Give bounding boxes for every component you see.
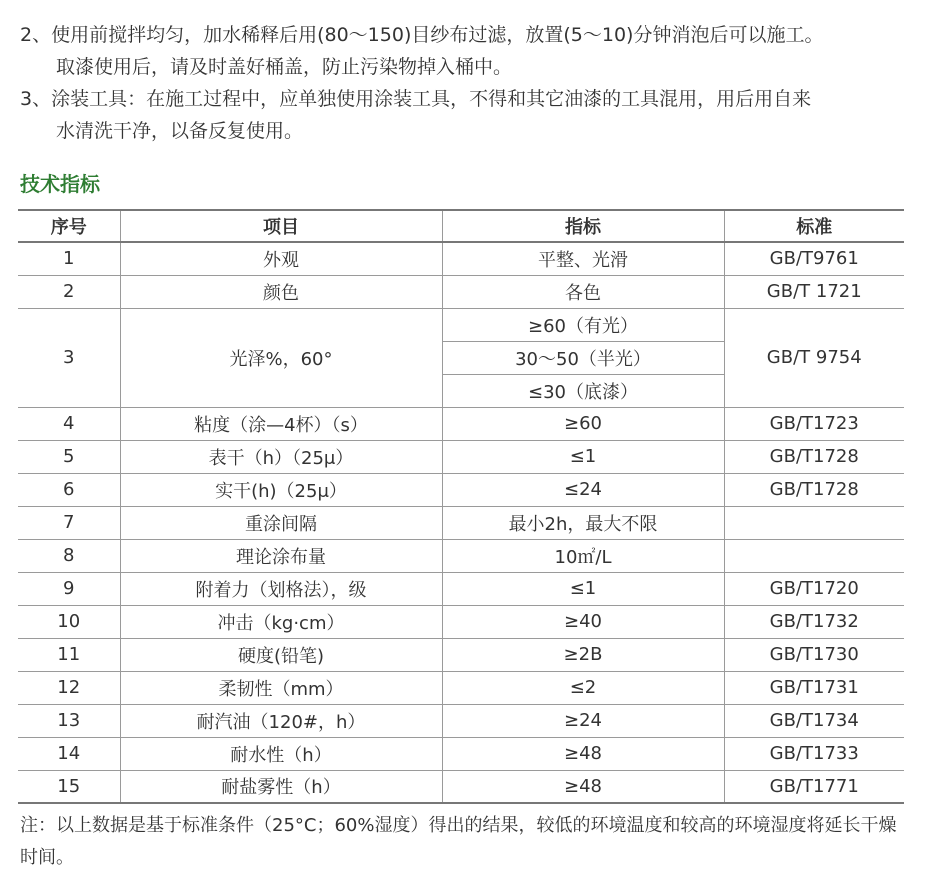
row-standard: GB/T1733: [724, 737, 904, 770]
table-row: [18, 605, 904, 638]
row-value: ≥60: [442, 407, 724, 440]
row-no: 11: [18, 638, 120, 671]
table-row: [18, 572, 904, 605]
row-item: 实干(h)（25μ）: [120, 473, 442, 506]
row-standard: GB/T1734: [724, 704, 904, 737]
row-no: 7: [18, 506, 120, 539]
row-no: 1: [18, 242, 120, 275]
header-standard: 标准: [724, 210, 904, 242]
row-no: 12: [18, 671, 120, 704]
row-item: 颜色: [120, 275, 442, 308]
row-item: 理论涂布量: [120, 539, 442, 572]
row-standard: GB/T1728: [724, 473, 904, 506]
row-item: 耐水性（h）: [120, 737, 442, 770]
row-item: 硬度(铅笔): [120, 638, 442, 671]
row-item: 耐汽油（120#，h）: [120, 704, 442, 737]
row-standard: GB/T1771: [724, 770, 904, 803]
row-item: 冲击（kg·cm）: [120, 605, 442, 638]
row-no: 2: [18, 275, 120, 308]
table-row: [18, 440, 904, 473]
row-standard: GB/T1720: [724, 572, 904, 605]
row-value: ≤30（底漆）: [442, 374, 724, 407]
row-value: 平整、光滑: [442, 242, 724, 275]
row-no: 3: [18, 308, 120, 407]
row-value: ≥40: [442, 605, 724, 638]
header-item: 项目: [120, 210, 442, 242]
row-value: 30～50（半光）: [442, 341, 724, 374]
row-standard: GB/T1731: [724, 671, 904, 704]
technical-spec-table: [18, 209, 904, 804]
row-no: 15: [18, 770, 120, 803]
table-row: [18, 770, 904, 803]
table-row: [18, 308, 904, 341]
row-item: 附着力（划格法），级: [120, 572, 442, 605]
instruction-line: 水清洗干净，以备反复使用。: [56, 120, 304, 142]
row-no: 8: [18, 539, 120, 572]
instruction-line: 3、涂装工具：在施工过程中，应单独使用涂装工具，不得和其它油漆的工具混用，用后用自来: [20, 88, 812, 110]
row-value: ≥48: [442, 737, 724, 770]
instruction-line: 取漆使用后，请及时盖好桶盖，防止污染物掉入桶中。: [56, 56, 513, 78]
row-standard: GB/T 1721: [724, 275, 904, 308]
row-item: 粘度（涂—4杯）（s）: [120, 407, 442, 440]
row-value: ≥24: [442, 704, 724, 737]
table-row: [18, 506, 904, 539]
table-row: [18, 242, 904, 275]
row-value: ≤2: [442, 671, 724, 704]
row-value: 最小2h，最大不限: [442, 506, 724, 539]
row-item: 表干（h）（25μ）: [120, 440, 442, 473]
row-value: ≥2B: [442, 638, 724, 671]
footnote: 注：以上数据是基于标准条件（25°C；60%湿度）得出的结果，较低的环境温度和较高的环境湿度将延长干燥时间。: [20, 815, 897, 868]
row-item: 重涂间隔: [120, 506, 442, 539]
table-row: [18, 671, 904, 704]
row-item: 柔韧性（mm）: [120, 671, 442, 704]
row-standard: GB/T1732: [724, 605, 904, 638]
instruction-line: 2、使用前搅拌均匀，加水稀释后用(80～150)目纱布过滤，放置(5～10)分钟消泡后可以施工。: [20, 24, 824, 46]
row-standard: GB/T1728: [724, 440, 904, 473]
row-standard: GB/T1730: [724, 638, 904, 671]
row-no: 4: [18, 407, 120, 440]
section-title: 技术指标: [20, 172, 100, 196]
row-standard: GB/T 9754: [724, 308, 904, 407]
row-value: ≤24: [442, 473, 724, 506]
row-value: ≥48: [442, 770, 724, 803]
row-no: 14: [18, 737, 120, 770]
table-row: [18, 737, 904, 770]
row-standard: [724, 539, 904, 572]
header-value: 指标: [442, 210, 724, 242]
row-value: ≥60（有光）: [442, 308, 724, 341]
table-row: [18, 638, 904, 671]
table-row: [18, 275, 904, 308]
row-item: 耐盐雾性（h）: [120, 770, 442, 803]
row-value: ≤1: [442, 440, 724, 473]
row-no: 6: [18, 473, 120, 506]
row-no: 13: [18, 704, 120, 737]
table-row: [18, 407, 904, 440]
row-no: 5: [18, 440, 120, 473]
row-no: 9: [18, 572, 120, 605]
row-no: 10: [18, 605, 120, 638]
table-row: [18, 473, 904, 506]
row-value: 10㎡/L: [442, 539, 724, 572]
row-value: ≤1: [442, 572, 724, 605]
row-standard: GB/T1723: [724, 407, 904, 440]
table-row: [18, 539, 904, 572]
table-row: [18, 704, 904, 737]
row-standard: [724, 506, 904, 539]
row-item: 外观: [120, 242, 442, 275]
row-item: 光泽%，60°: [120, 308, 442, 407]
header-no: 序号: [18, 210, 120, 242]
row-value: 各色: [442, 275, 724, 308]
row-standard: GB/T9761: [724, 242, 904, 275]
table-header-row: [18, 210, 904, 242]
